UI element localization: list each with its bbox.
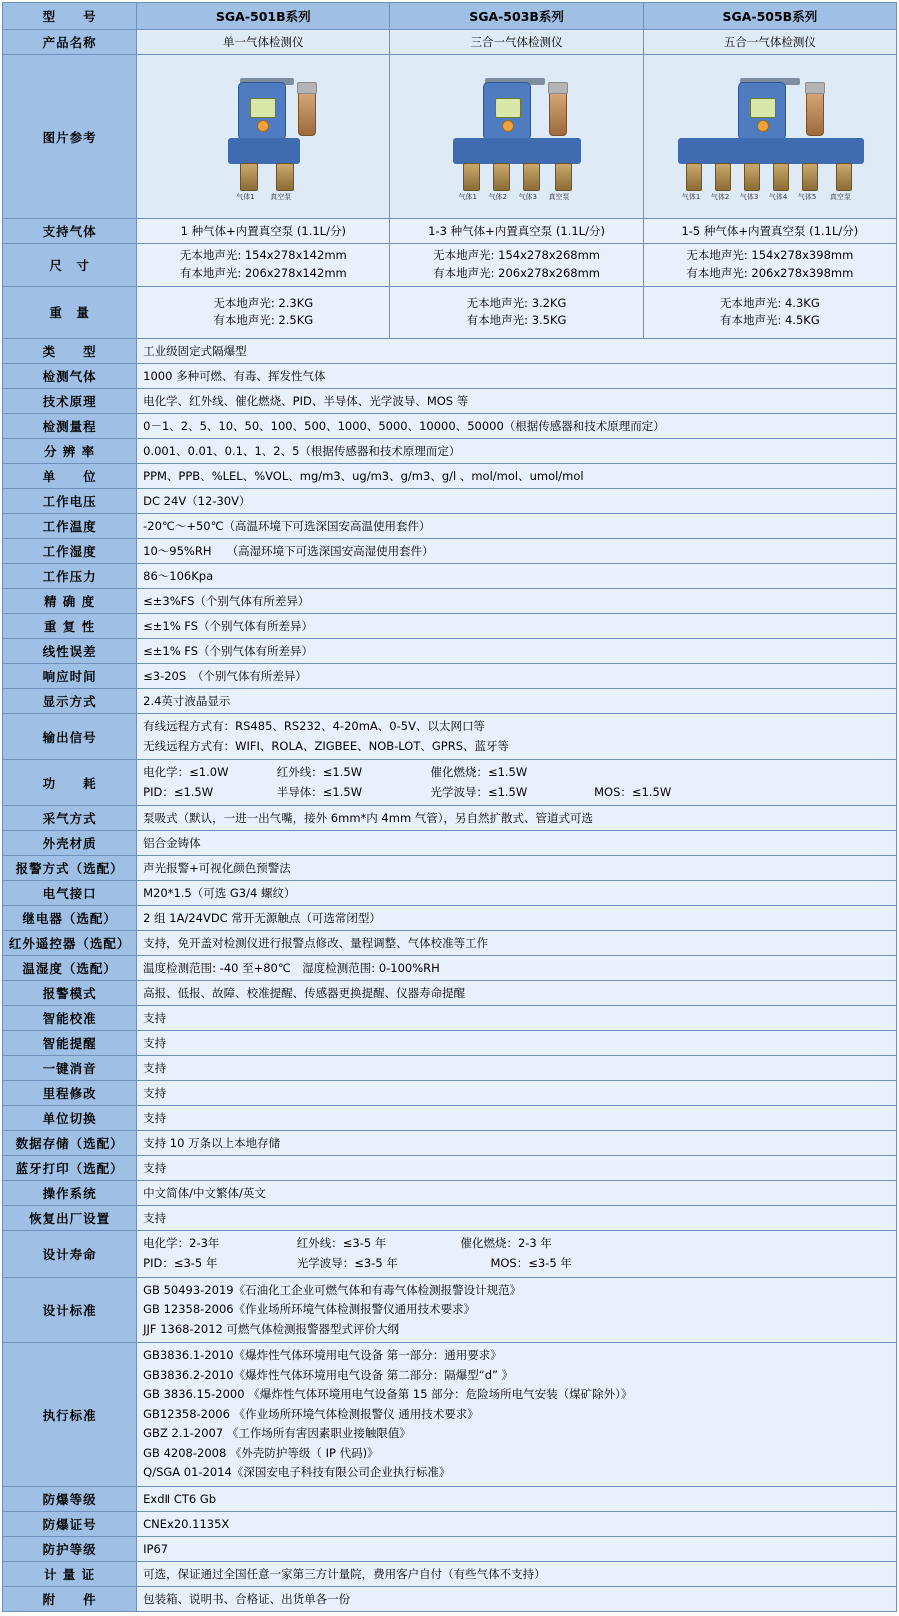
row-label-model: 型 号 bbox=[3, 3, 137, 30]
row-label-smart-calibration: 智能校准 bbox=[3, 1006, 137, 1031]
table-row-ip-grade bbox=[3, 1537, 897, 1562]
row-value-temp-humidity-option: 温度检测范围: -40 至+80℃ 湿度检测范围: 0-100%RH bbox=[137, 956, 897, 981]
row-label-repeatability: 重 复 性 bbox=[3, 614, 137, 639]
row-label-smart-reminder: 智能提醒 bbox=[3, 1031, 137, 1056]
caption-gas3: 气体3 bbox=[739, 192, 759, 201]
power-line-1 bbox=[143, 763, 890, 783]
row-label-data-storage: 数据存储（选配） bbox=[3, 1131, 137, 1156]
row-label-temp-humidity-option: 温湿度（选配） bbox=[3, 956, 137, 981]
size-1: 无本地声光: 154x278x142mm 有本地声光: 206x278x142mm bbox=[137, 244, 390, 287]
row-label-humidity: 工作湿度 bbox=[3, 539, 137, 564]
table-row-temp-humidity-option bbox=[3, 956, 897, 981]
row-label-unit: 单 位 bbox=[3, 464, 137, 489]
caption-gas4: 气体4 bbox=[768, 192, 788, 201]
table-row-accessories bbox=[3, 1587, 897, 1612]
device-image-503b bbox=[390, 55, 643, 219]
row-label-ir-remote: 红外遥控器（选配） bbox=[3, 931, 137, 956]
row-label-ip-grade: 防护等级 bbox=[3, 1537, 137, 1562]
row-value-display: 2.4英寸液晶显示 bbox=[137, 689, 897, 714]
table-row-smart-reminder bbox=[3, 1031, 897, 1056]
table-row-sampling bbox=[3, 806, 897, 831]
table-row-temperature bbox=[3, 514, 897, 539]
power-echem: 电化学：≤1.0W bbox=[143, 765, 229, 780]
row-value-os: 中文简体/中文繁体/英文 bbox=[137, 1181, 897, 1206]
table-row-detect-gas bbox=[3, 364, 897, 389]
power-mos: MOS：≤1.5W bbox=[594, 784, 672, 799]
table-row-humidity bbox=[3, 539, 897, 564]
table-row-electrical-interface bbox=[3, 881, 897, 906]
table-row-ex-grade bbox=[3, 1487, 897, 1512]
row-label-ex-cert: 防爆证号 bbox=[3, 1512, 137, 1537]
design-standard-line: GB 12358-2006《作业场所环境气体检测报警仪通用技术要求》 bbox=[143, 1302, 476, 1317]
size-2: 无本地声光: 154x278x268mm 有本地声光: 206x278x268mm bbox=[390, 244, 643, 287]
table-row-unit bbox=[3, 464, 897, 489]
life-pid: PID：≤3-5 年 bbox=[143, 1255, 218, 1270]
row-label-linearity: 线性误差 bbox=[3, 639, 137, 664]
life-echem: 电化学：2-3年 bbox=[143, 1236, 220, 1251]
product-name-1: 单一气体检测仪 bbox=[137, 30, 390, 55]
row-value-ip-grade: IP67 bbox=[137, 1537, 897, 1562]
row-value-accessories: 包装箱、说明书、合格证、出货单各一份 bbox=[137, 1587, 897, 1612]
row-value-voltage: DC 24V（12-30V） bbox=[137, 489, 897, 514]
table-row-accuracy bbox=[3, 589, 897, 614]
life-ir: 红外线：≤3-5 年 bbox=[296, 1236, 387, 1251]
row-label-pressure: 工作压力 bbox=[3, 564, 137, 589]
row-label-principle: 技术原理 bbox=[3, 389, 137, 414]
row-label-factory-reset: 恢复出厂设置 bbox=[3, 1206, 137, 1231]
output-wireless: 无线远程方式有：WIFI、ROLA、ZIGBEE、NOB-LOT、GPRS、蓝牙等 bbox=[143, 738, 509, 753]
row-value-principle: 电化学、红外线、催化燃烧、PID、半导体、光学波导、MOS 等 bbox=[137, 389, 897, 414]
table-row-type bbox=[3, 339, 897, 364]
row-value-humidity: 10～95%RH （高湿环境下可选深国安高湿使用套件） bbox=[137, 539, 897, 564]
row-label-gas-support: 支持气体 bbox=[3, 219, 137, 244]
row-value-alarm-modes: 高报、低报、故障、校准提醒、传感器更换提醒、仪器寿命提醒 bbox=[137, 981, 897, 1006]
model-505b: SGA-505B系列 bbox=[643, 3, 896, 30]
row-label-accuracy: 精 确 度 bbox=[3, 589, 137, 614]
table-row-gas-support bbox=[3, 219, 897, 244]
row-value-linearity: ≤±1% FS（个别气体有所差异） bbox=[137, 639, 897, 664]
caption-gas2: 气体2 bbox=[710, 192, 730, 201]
power-semi: 半导体：≤1.5W bbox=[276, 784, 363, 799]
table-row-repeatability bbox=[3, 614, 897, 639]
exec-standard-line: GB 3836.15-2000 《爆炸性气体环境用电气设备第 15 部分：危险场所电气安装（煤矿除外）》 bbox=[143, 1387, 633, 1402]
row-value-smart-reminder: 支持 bbox=[137, 1031, 897, 1056]
row-label-type: 类 型 bbox=[3, 339, 137, 364]
power-optical: 光学波导：≤1.5W bbox=[430, 784, 528, 799]
row-label-output-signal: 输出信号 bbox=[3, 714, 137, 760]
row-label-design-standard: 设计标准 bbox=[3, 1277, 137, 1343]
row-label-power: 功 耗 bbox=[3, 760, 137, 806]
row-value-repeatability: ≤±1% FS（个别气体有所差异） bbox=[137, 614, 897, 639]
table-row-ex-cert bbox=[3, 1512, 897, 1537]
caption-gas1: 气体1 bbox=[458, 192, 478, 201]
row-value-one-key-mute: 支持 bbox=[137, 1056, 897, 1081]
exec-standard-line: GB12358-2006 《作业场所环境气体检测报警仪 通用技术要求》 bbox=[143, 1406, 479, 1421]
row-value-design-standard bbox=[137, 1277, 897, 1343]
row-label-voltage: 工作电压 bbox=[3, 489, 137, 514]
row-label-image: 图片参考 bbox=[3, 55, 137, 219]
table-row-housing bbox=[3, 831, 897, 856]
row-label-alarm-modes: 报警模式 bbox=[3, 981, 137, 1006]
row-label-relay: 继电器（选配） bbox=[3, 906, 137, 931]
table-row-image bbox=[3, 55, 897, 219]
table-row-factory-reset bbox=[3, 1206, 897, 1231]
table-row-smart-calibration bbox=[3, 1006, 897, 1031]
table-row-bluetooth-print bbox=[3, 1156, 897, 1181]
row-value-metrology-cert: 可选，保证通过全国任意一家第三方计量院，费用客户自付（有些气体不支持） bbox=[137, 1562, 897, 1587]
weight-3: 无本地声光: 4.3KG 有本地声光: 4.5KG bbox=[643, 286, 896, 339]
table-row-data-storage bbox=[3, 1131, 897, 1156]
table-row-model bbox=[3, 3, 897, 30]
row-value-exec-standard bbox=[137, 1343, 897, 1487]
table-row-design-life bbox=[3, 1231, 897, 1277]
caption-gas1: 气体1 bbox=[236, 192, 255, 201]
row-label-design-life: 设计寿命 bbox=[3, 1231, 137, 1277]
table-row-design-standard bbox=[3, 1277, 897, 1343]
table-row-ir-remote bbox=[3, 931, 897, 956]
row-value-detect-gas: 1000 多种可燃、有毒、挥发性气体 bbox=[137, 364, 897, 389]
product-name-2: 三合一气体检测仪 bbox=[390, 30, 643, 55]
row-label-resolution: 分 辨 率 bbox=[3, 439, 137, 464]
caption-gas1: 气体1 bbox=[681, 192, 701, 201]
row-label-metrology-cert: 计 量 证 bbox=[3, 1562, 137, 1587]
table-row-exec-standard bbox=[3, 1343, 897, 1487]
table-row-linearity bbox=[3, 639, 897, 664]
row-label-range: 检测量程 bbox=[3, 414, 137, 439]
row-value-data-storage: 支持 10 万条以上本地存储 bbox=[137, 1131, 897, 1156]
gas-support-1: 1 种气体+内置真空泵 (1.1L/分) bbox=[137, 219, 390, 244]
row-label-one-key-mute: 一键消音 bbox=[3, 1056, 137, 1081]
table-row-range-modify bbox=[3, 1081, 897, 1106]
row-value-ir-remote: 支持，免开盖对检测仪进行报警点修改、量程调整、气体校准等工作 bbox=[137, 931, 897, 956]
design-standard-line: JJF 1368-2012 可燃气体检测报警器型式评价大纲 bbox=[143, 1321, 400, 1336]
table-row-response-time bbox=[3, 664, 897, 689]
exec-standard-line: Q/SGA 01-2014《深国安电子科技有限公司企业执行标准》 bbox=[143, 1465, 451, 1480]
row-value-unit-switch: 支持 bbox=[137, 1106, 897, 1131]
exec-standard-line: GB 4208-2008 《外壳防护等级（ IP 代码)》 bbox=[143, 1445, 379, 1460]
row-label-weight: 重 量 bbox=[3, 286, 137, 339]
row-label-exec-standard: 执行标准 bbox=[3, 1343, 137, 1487]
life-optical: 光学波导：≤3-5 年 bbox=[296, 1255, 398, 1270]
table-row-display bbox=[3, 689, 897, 714]
row-label-accessories: 附 件 bbox=[3, 1587, 137, 1612]
power-ir: 红外线：≤1.5W bbox=[276, 765, 363, 780]
table-row-weight bbox=[3, 286, 897, 339]
row-value-alarm-mode-option: 声光报警+可视化颜色预警法 bbox=[137, 856, 897, 881]
row-value-design-life bbox=[137, 1231, 897, 1277]
row-value-bluetooth-print: 支持 bbox=[137, 1156, 897, 1181]
table-row-output-signal bbox=[3, 714, 897, 760]
row-value-temperature: -20℃～+50℃（高温环境下可选深国安高温使用套件） bbox=[137, 514, 897, 539]
output-wired: 有线远程方式有：RS485、RS232、4-20mA、0-5V、以太网口等 bbox=[143, 719, 485, 734]
caption-pump: 真空泵 bbox=[829, 192, 851, 201]
power-pid: PID：≤1.5W bbox=[143, 784, 214, 799]
row-value-power bbox=[137, 760, 897, 806]
row-label-bluetooth-print: 蓝牙打印（选配） bbox=[3, 1156, 137, 1181]
row-label-size: 尺 寸 bbox=[3, 244, 137, 287]
row-label-sampling: 采气方式 bbox=[3, 806, 137, 831]
row-label-range-modify: 里程修改 bbox=[3, 1081, 137, 1106]
table-row-os bbox=[3, 1181, 897, 1206]
life-mos: MOS：≤3-5 年 bbox=[490, 1255, 572, 1270]
table-row-metrology-cert bbox=[3, 1562, 897, 1587]
table-row-relay bbox=[3, 906, 897, 931]
table-row-voltage bbox=[3, 489, 897, 514]
caption-gas2: 气体2 bbox=[488, 192, 508, 201]
row-value-range-modify: 支持 bbox=[137, 1081, 897, 1106]
product-name-3: 五合一气体检测仪 bbox=[643, 30, 896, 55]
table-row-product-name bbox=[3, 30, 897, 55]
table-row-unit-switch bbox=[3, 1106, 897, 1131]
row-value-type: 工业级固定式隔爆型 bbox=[137, 339, 897, 364]
row-value-ex-cert: CNEx20.1135X bbox=[137, 1512, 897, 1537]
row-label-temperature: 工作温度 bbox=[3, 514, 137, 539]
device-image-505b bbox=[643, 55, 896, 219]
row-value-sampling: 泵吸式（默认，一进一出气嘴，接外 6mm*内 4mm 气管），另自然扩散式、管道式可选 bbox=[137, 806, 897, 831]
table-row-power bbox=[3, 760, 897, 806]
row-value-pressure: 86～106Kpa bbox=[137, 564, 897, 589]
caption-gas3: 气体3 bbox=[518, 192, 538, 201]
device-image-501b bbox=[137, 55, 390, 219]
row-value-output-signal bbox=[137, 714, 897, 760]
row-value-electrical-interface: M20*1.5（可选 G3/4 螺纹） bbox=[137, 881, 897, 906]
table-row-resolution bbox=[3, 439, 897, 464]
row-value-relay: 2 组 1A/24VDC 常开无源触点（可选常闭型） bbox=[137, 906, 897, 931]
table-row-pressure bbox=[3, 564, 897, 589]
row-label-product-name: 产品名称 bbox=[3, 30, 137, 55]
power-line-2 bbox=[143, 783, 890, 803]
row-label-display: 显示方式 bbox=[3, 689, 137, 714]
device-illustration-3 bbox=[660, 60, 880, 210]
table-row-one-key-mute bbox=[3, 1056, 897, 1081]
specification-table bbox=[2, 2, 897, 1612]
row-value-factory-reset: 支持 bbox=[137, 1206, 897, 1231]
device-illustration-1 bbox=[198, 60, 328, 210]
life-cata: 催化燃烧：2-3 年 bbox=[460, 1236, 552, 1251]
power-cata: 催化燃烧：≤1.5W bbox=[430, 765, 528, 780]
row-label-unit-switch: 单位切换 bbox=[3, 1106, 137, 1131]
row-value-accuracy: ≤±3%FS（个别气体有所差异） bbox=[137, 589, 897, 614]
weight-1: 无本地声光: 2.3KG 有本地声光: 2.5KG bbox=[137, 286, 390, 339]
device-illustration-2 bbox=[427, 60, 607, 210]
row-label-os: 操作系统 bbox=[3, 1181, 137, 1206]
row-label-alarm-mode-option: 报警方式（选配） bbox=[3, 856, 137, 881]
table-row-alarm-modes bbox=[3, 981, 897, 1006]
row-value-resolution: 0.001、0.01、0.1、1、2、5（根据传感器和技术原理而定） bbox=[137, 439, 897, 464]
row-value-range: 0－1、2、5、10、50、100、500、1000、5000、10000、50000（根据传感器和技术原理而定） bbox=[137, 414, 897, 439]
table-row-principle bbox=[3, 389, 897, 414]
model-503b: SGA-503B系列 bbox=[390, 3, 643, 30]
exec-standard-line: GB3836.1-2010《爆炸性气体环境用电气设备 第一部分：通用要求》 bbox=[143, 1348, 502, 1363]
row-value-ex-grade: ExdⅡ CT6 Gb bbox=[137, 1487, 897, 1512]
row-label-response-time: 响应时间 bbox=[3, 664, 137, 689]
row-label-electrical-interface: 电气接口 bbox=[3, 881, 137, 906]
caption-pump: 真空泵 bbox=[270, 192, 292, 201]
row-label-ex-grade: 防爆等级 bbox=[3, 1487, 137, 1512]
life-line-1 bbox=[143, 1234, 890, 1254]
row-value-housing: 铝合金铸体 bbox=[137, 831, 897, 856]
exec-standard-line: GBZ 2.1-2007 《工作场所有害因素职业接触限值》 bbox=[143, 1426, 411, 1441]
row-label-detect-gas: 检测气体 bbox=[3, 364, 137, 389]
size-3: 无本地声光: 154x278x398mm 有本地声光: 206x278x398mm bbox=[643, 244, 896, 287]
model-501b: SGA-501B系列 bbox=[137, 3, 390, 30]
table-row-range bbox=[3, 414, 897, 439]
row-value-unit: PPM、PPB、%LEL、%VOL、mg/m3、ug/m3、g/m3、g/l 、mol/mol、umol/mol bbox=[137, 464, 897, 489]
exec-standard-line: GB3836.2-2010《爆炸性气体环境用电气设备 第二部分：隔爆型“d” 》 bbox=[143, 1367, 514, 1382]
caption-pump: 真空泵 bbox=[548, 192, 570, 201]
row-value-smart-calibration: 支持 bbox=[137, 1006, 897, 1031]
design-standard-line: GB 50493-2019《石油化工企业可燃气体和有毒气体检测报警设计规范》 bbox=[143, 1282, 522, 1297]
table-row-alarm-mode-option bbox=[3, 856, 897, 881]
life-line-2 bbox=[143, 1254, 890, 1274]
gas-support-3: 1-5 种气体+内置真空泵 (1.1L/分) bbox=[643, 219, 896, 244]
row-label-housing: 外壳材质 bbox=[3, 831, 137, 856]
table-row-size bbox=[3, 244, 897, 287]
weight-2: 无本地声光: 3.2KG 有本地声光: 3.5KG bbox=[390, 286, 643, 339]
caption-gas5: 气体5 bbox=[797, 192, 817, 201]
row-value-response-time: ≤3-20S （个别气体有所差异） bbox=[137, 664, 897, 689]
gas-support-2: 1-3 种气体+内置真空泵 (1.1L/分) bbox=[390, 219, 643, 244]
